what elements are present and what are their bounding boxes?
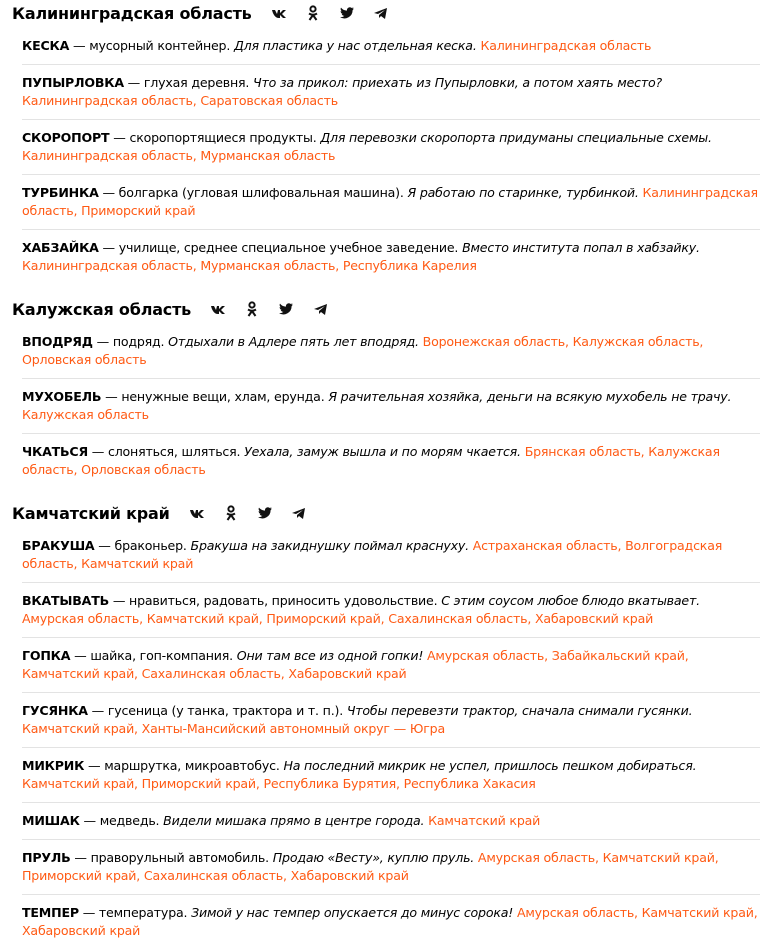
entry-definition: шайка, гоп-компания.	[90, 648, 233, 663]
entry-regions[interactable]: Амурская область, Камчатский край, Приморский край, Сахалинская область, Хабаровский край	[22, 611, 654, 626]
list-item: ВПОДРЯД — подряд. Отдыхали в Адлере пять лет вподряд. Воронежская область, Калужская область, Орловская область	[22, 324, 760, 379]
entry-example: Уехала, замуж вышла и по морям чкается.	[244, 444, 521, 459]
entry-word: ХАБЗАЙКА	[22, 240, 99, 255]
entry-definition: нравиться, радовать, приносить удовольствие.	[129, 593, 438, 608]
entry-word: ВКАТЫВАТЬ	[22, 593, 110, 608]
entry-definition: скоропортящиеся продукты.	[129, 130, 317, 145]
entry-list	[0, 28, 783, 284]
entry-regions[interactable]: Амурская область, Камчатский край, Хабаровский край	[22, 905, 758, 938]
entry-word: ПРУЛЬ	[22, 850, 71, 865]
entry-definition: училище, среднее специальное учебное заведение.	[118, 240, 459, 255]
entry-example: Они там все из одной гопки!	[236, 648, 424, 663]
entry-word: ПУПЫРЛОВКА	[22, 75, 124, 90]
odnoklassniki-icon[interactable]	[304, 4, 322, 22]
entry-example: Я работаю по старинке, турбинкой.	[407, 185, 639, 200]
vk-icon[interactable]	[270, 4, 288, 22]
entry-regions[interactable]: Камчатский край, Ханты-Мансийский автономный округ — Югра	[22, 721, 445, 736]
entry-example: На последний микрик не успел, пришлось пешком добираться.	[283, 758, 697, 773]
entry-example: Чтобы перевезти трактор, сначала снимали гусянки.	[346, 703, 693, 718]
entry-regions[interactable]: Калининградская область, Саратовская область	[22, 93, 338, 108]
list-item: ТЕМПЕР — температура. Зимой у нас темпер опускается до минус сорока! Амурская область, Камчатский край, Хабаровский край	[22, 905, 758, 938]
entry-definition: медведь.	[99, 813, 160, 828]
share-buttons	[270, 4, 390, 22]
telegram-icon[interactable]	[311, 300, 329, 318]
entry-word: МИШАК	[22, 813, 80, 828]
list-item: МИШАК — медведь. Видели мишака прямо в центре города. Камчатский край	[22, 803, 760, 840]
entry-definition: температура.	[98, 905, 188, 920]
twitter-icon[interactable]	[277, 300, 295, 318]
entry-word: МИКРИК	[22, 758, 85, 773]
entry-regions[interactable]: Калининградская область, Мурманская область	[22, 148, 336, 163]
share-buttons	[188, 504, 308, 522]
entry-example: Что за прикол: приехать из Пупырловки, а потом хаять место?	[253, 75, 662, 90]
list-item: ГУСЯНКА — гусеница (у танка, трактора и т. п.). Чтобы перевезти трактор, сначала снимали гусянки. Камчатский край, Ханты-Мансийский автономный округ — Югра	[22, 693, 760, 748]
vk-icon[interactable]	[209, 300, 227, 318]
entry-regions[interactable]: Калужская область	[22, 407, 149, 422]
list-item: СКОРОПОРТ — скоропортящиеся продукты. Для перевозки скоропорта придуманы специальные схемы. Калининградская область, Мурманская область	[22, 120, 760, 175]
list-item: ХАБЗАЙКА — училище, среднее специальное учебное заведение. Вместо института попал в хабзайку. Калининградская область, Мурманская область, Республика Карелия	[22, 240, 700, 273]
telegram-icon[interactable]	[372, 4, 390, 22]
list-item: ПРУЛЬ — праворульный автомобиль. Продаю «Весту», куплю пруль. Амурская область, Камчатский край, Приморский край, Сахалинская область, Хабаровский край	[22, 840, 760, 895]
share-buttons	[209, 300, 329, 318]
entry-word: КЕСКА	[22, 38, 70, 53]
twitter-icon[interactable]	[338, 4, 356, 22]
entry-word: БРАКУША	[22, 538, 95, 553]
entry-example: С этим соусом любое блюдо вкатывает.	[441, 593, 700, 608]
section-header	[0, 2, 783, 24]
entry-example: Я рачительная хозяйка, деньги на всякую мухобель не трачу.	[328, 389, 732, 404]
entry-regions[interactable]: Камчатский край	[428, 813, 541, 828]
entry-example: Для пластика у нас отдельная кеска.	[233, 38, 477, 53]
region-section	[0, 502, 783, 949]
entry-regions[interactable]: Амурская область, Камчатский край, Приморский край, Сахалинская область, Хабаровский край	[22, 850, 719, 883]
entry-word: ГУСЯНКА	[22, 703, 88, 718]
entry-regions[interactable]: Амурская область, Забайкальский край, Камчатский край, Сахалинская область, Хабаровский край	[22, 648, 689, 681]
entry-list	[0, 324, 783, 488]
entry-definition: праворульный автомобиль.	[90, 850, 269, 865]
list-item: КЕСКА — мусорный контейнер. Для пластика у нас отдельная кеска. Калининградская область	[22, 28, 760, 65]
list-item: ГОПКА — шайка, гоп-компания. Они там все из одной гопки! Амурская область, Забайкальский край, Камчатский край, Сахалинская область, Хабаровский край	[22, 638, 760, 693]
list-item: МИКРИК — маршрутка, микроавтобус. На последний микрик не успел, пришлось пешком добираться. Камчатский край, Приморский край, Республика Бурятия, Республика Хакасия	[22, 748, 760, 803]
entry-example: Отдыхали в Адлере пять лет вподряд.	[168, 334, 419, 349]
section-title: Камчатский край	[12, 503, 170, 523]
entry-example: Для перевозки скоропорта придуманы специальные схемы.	[320, 130, 712, 145]
vk-icon[interactable]	[188, 504, 206, 522]
entry-definition: маршрутка, микроавтобус.	[104, 758, 280, 773]
list-item: БРАКУША — браконьер. Бракуша на закиднушку поймал краснуху. Астраханская область, Волгоградская область, Камчатский край	[22, 528, 760, 583]
entry-definition: ненужные вещи, хлам, ерунда.	[121, 389, 325, 404]
entry-definition: глухая деревня.	[143, 75, 250, 90]
section-title: Калининградская область	[12, 3, 252, 23]
list-item: ПУПЫРЛОВКА — глухая деревня. Что за прикол: приехать из Пупырловки, а потом хаять место? Калининградская область, Саратовская область	[22, 65, 760, 120]
entry-example: Видели мишака прямо в центре города.	[163, 813, 425, 828]
entry-word: СКОРОПОРТ	[22, 130, 110, 145]
region-section	[0, 2, 783, 284]
entry-definition: подряд.	[112, 334, 165, 349]
entry-list	[0, 528, 783, 949]
entry-regions[interactable]: Воронежская область, Калужская область, Орловская область	[22, 334, 704, 367]
list-item: ЧКАТЬСЯ — слоняться, шляться. Уехала, замуж вышла и по морям чкается. Брянская область, Калужская область, Орловская область	[22, 444, 720, 477]
section-header	[0, 502, 783, 524]
entry-regions[interactable]: Калининградская область, Мурманская область, Республика Карелия	[22, 258, 477, 273]
telegram-icon[interactable]	[290, 504, 308, 522]
entry-definition: слоняться, шляться.	[107, 444, 241, 459]
entry-word: МУХОБЕЛЬ	[22, 389, 102, 404]
entry-example: Зимой у нас темпер опускается до минус сорока!	[191, 905, 514, 920]
entry-word: ГОПКА	[22, 648, 71, 663]
entry-word: ВПОДРЯД	[22, 334, 93, 349]
odnoklassniki-icon[interactable]	[222, 504, 240, 522]
entry-regions[interactable]: Калининградская область, Приморский край	[22, 185, 758, 218]
entry-definition: браконьер.	[114, 538, 187, 553]
entry-example: Вместо института попал в хабзайку.	[462, 240, 700, 255]
twitter-icon[interactable]	[256, 504, 274, 522]
region-section	[0, 298, 783, 488]
entry-regions[interactable]: Камчатский край, Приморский край, Республика Бурятия, Республика Хакасия	[22, 776, 536, 791]
entry-definition: мусорный контейнер.	[89, 38, 231, 53]
list-item: МУХОБЕЛЬ — ненужные вещи, хлам, ерунда. Я рачительная хозяйка, деньги на всякую мухобель не трачу. Калужская область	[22, 379, 760, 434]
entry-definition: болгарка (угловая шлифовальная машина).	[118, 185, 404, 200]
entry-example: Бракуша на закиднушку поймал краснуху.	[190, 538, 469, 553]
entry-word: ТЕМПЕР	[22, 905, 79, 920]
section-header	[0, 298, 783, 320]
odnoklassniki-icon[interactable]	[243, 300, 261, 318]
entry-word: ТУРБИНКА	[22, 185, 99, 200]
entry-word: ЧКАТЬСЯ	[22, 444, 88, 459]
entry-regions[interactable]: Астраханская область, Волгоградская область, Камчатский край	[22, 538, 723, 571]
section-title: Калужская область	[12, 299, 192, 319]
entry-regions[interactable]: Калининградская область	[480, 38, 652, 53]
entry-example: Продаю «Весту», куплю пруль.	[272, 850, 475, 865]
list-item: ВКАТЫВАТЬ — нравиться, радовать, приносить удовольствие. С этим соусом любое блюдо вкатывает. Амурская область, Камчатский край, Приморский край, Сахалинская область, Хабаровский край	[22, 583, 760, 638]
list-item: ТУРБИНКА — болгарка (угловая шлифовальная машина). Я работаю по старинке, турбинкой. Калининградская область, Приморский край	[22, 175, 760, 230]
entry-regions[interactable]: Брянская область, Калужская область, Орловская область	[22, 444, 720, 477]
entry-definition: гусеница (у танка, трактора и т. п.).	[107, 703, 344, 718]
